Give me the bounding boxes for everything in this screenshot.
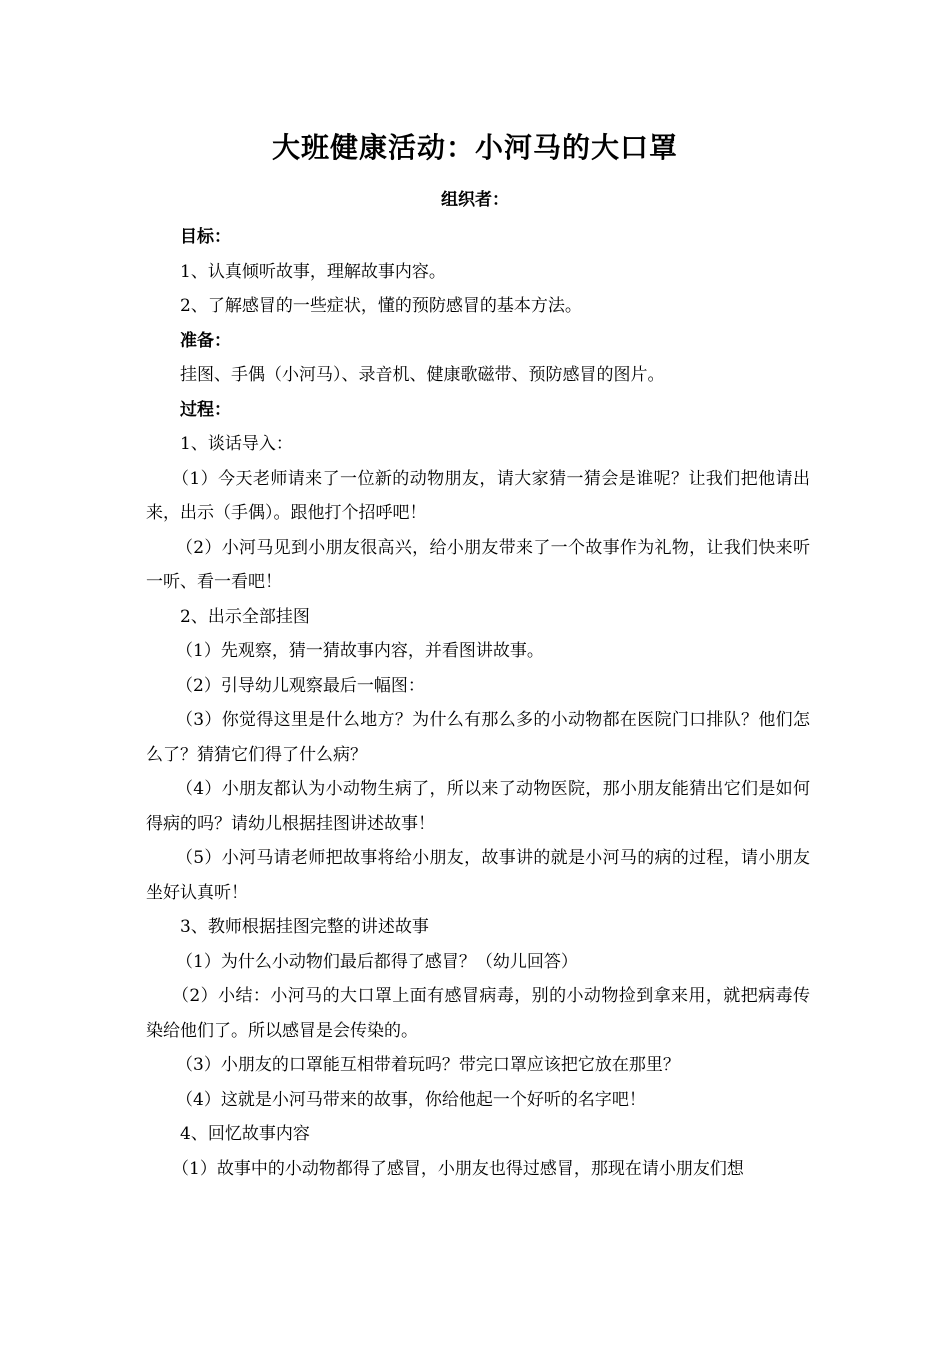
paragraph: 3、教师根据挂图完整的讲述故事 xyxy=(180,917,429,937)
paragraph: 1、谈话导入： xyxy=(180,434,293,454)
paragraph: （4）小朋友都认为小动物生病了，所以来了动物医院，那小朋友能猜出它们是如何得病的吗？请幼儿根据挂图讲述故事！ xyxy=(146,779,810,834)
paragraph: （2）小河马见到小朋友很高兴，给小朋友带来了一个故事作为礼物，让我们快来听一听、看一看吧！ xyxy=(146,537,810,592)
section-heading: 过程： xyxy=(180,399,231,420)
paragraph: （2）小结：小河马的大口罩上面有感冒病毒，别的小动物捡到拿来用，就把病毒传染给他们了。所以感冒是会传染的。 xyxy=(146,986,810,1041)
paragraph: 挂图、手偶（小河马）、录音机、健康歌磁带、预防感冒的图片。 xyxy=(180,365,665,385)
paragraph: （1）今天老师请来了一位新的动物朋友，请大家猜一猜会是谁呢？让我们把他请出来，出示（手偶）。跟他打个招呼吧！ xyxy=(146,468,810,523)
paragraph: （4）这就是小河马带来的故事，你给他起一个好听的名字吧！ xyxy=(176,1089,646,1110)
paragraph: 2、出示全部挂图 xyxy=(180,606,310,627)
document-title: 大班健康活动：小河马的大口罩 xyxy=(271,131,678,164)
section-heading: 准备： xyxy=(180,330,231,351)
paragraph: （5）小河马请老师把故事将给小朋友，故事讲的就是小河马的病的过程，请小朋友坐好认真听！ xyxy=(146,848,810,903)
paragraph: 4、回忆故事内容 xyxy=(180,1124,310,1144)
section-heading: 目标： xyxy=(180,227,231,247)
paragraph: （1）先观察，猜一猜故事内容，并看图讲故事。 xyxy=(176,641,544,661)
paragraph: （1）为什么小动物们最后都得了感冒？（幼儿回答） xyxy=(176,951,578,972)
paragraph: （3）小朋友的口罩能互相带着玩吗？带完口罩应该把它放在那里？ xyxy=(176,1055,680,1075)
document-body xyxy=(146,220,810,1186)
paragraph: 2、了解感冒的一些症状，懂的预防感冒的基本方法。 xyxy=(180,296,582,316)
paragraph: （2）引导幼儿观察最后一幅图： xyxy=(176,675,425,696)
paragraph: （3）你觉得这里是什么地方？为什么有那么多的小动物都在医院门口排队？他们怎么了？猜猜它们得了什么病？ xyxy=(146,710,810,765)
paragraph: 1、认真倾听故事，理解故事内容。 xyxy=(180,261,446,282)
paragraph: （1）故事中的小动物都得了感冒，小朋友也得过感冒，那现在请小朋友们想 xyxy=(172,1158,744,1179)
organizer-line: 组织者： xyxy=(441,190,509,210)
